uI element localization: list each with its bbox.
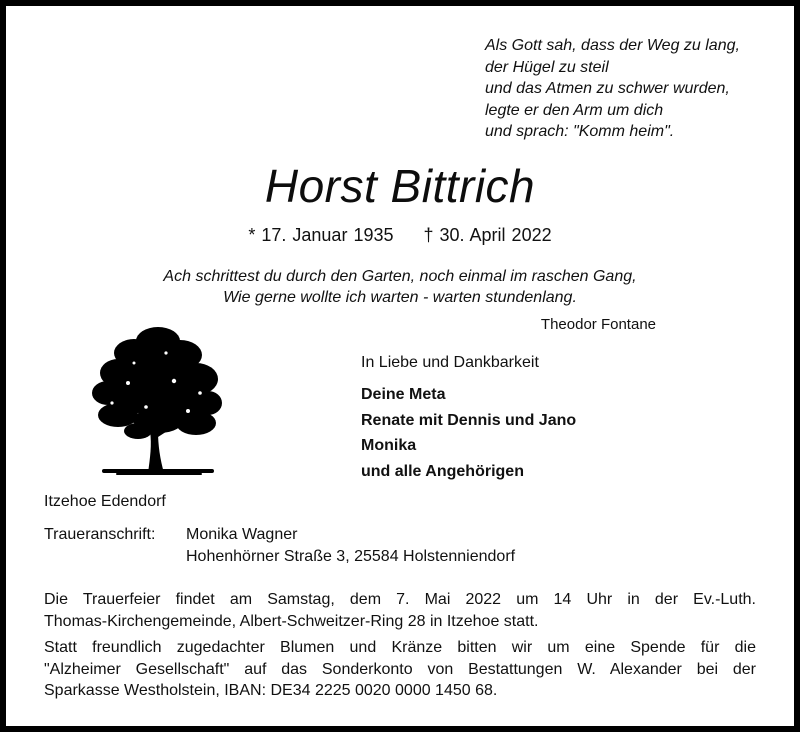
deceased-name: Horst Bittrich [264, 160, 536, 212]
verse-line: Als Gott sah, dass der Weg zu lang, [485, 37, 740, 54]
mourner-name: Renate mit Dennis und Jano [361, 411, 577, 429]
mourner-name: Monika [361, 437, 417, 454]
address-label: Traueranschrift: [44, 526, 156, 543]
ceremony-line: Die Trauerfeier findet am Samstag, dem 7. Mai 2022 um 14 Uhr in der Ev.-Luth. [44, 591, 756, 608]
mourners-list [361, 382, 576, 484]
mourner-name: Deine Meta [361, 386, 446, 403]
donation-line: Sparkasse Westholstein, IBAN: DE34 2225 0020 0000 1450 68. [44, 682, 498, 699]
quote-line: Wie gerne wollte ich warten - warten stundenlang. [223, 289, 577, 306]
donation-line: Statt freundlich zugedachter Blumen und Kränze bitten wir um eine Spende für die [44, 639, 756, 656]
ceremony-notice [44, 589, 756, 632]
opening-verse [485, 35, 740, 143]
mourner-name: und alle Angehörigen [361, 462, 524, 480]
address-line: Monika Wagner [186, 526, 298, 543]
donation-notice [44, 637, 756, 702]
memorial-quote [6, 266, 794, 308]
verse-line: und sprach: "Komm heim". [485, 123, 675, 140]
birth-date: * 17. Januar 1935 [248, 225, 394, 245]
mourning-address [186, 524, 515, 568]
donation-line: "Alzheimer Gesellschaft" auf das Sonderkonto von Bestattungen W. Alexander bei der [44, 660, 756, 678]
life-dates [6, 223, 794, 247]
mourners-intro: In Liebe und Dankbarkeit [361, 354, 539, 371]
verse-line: der Hügel zu steil [485, 58, 609, 76]
verse-line: legte er den Arm um dich [485, 101, 664, 119]
death-date: † 30. April 2022 [423, 225, 552, 245]
ceremony-line: Thomas-Kirchengemeinde, Albert-Schweitzer-Ring 28 in Itzehoe statt. [44, 612, 539, 630]
address-line: Hohenhörner Straße 3, 25584 Holstenniendorf [186, 548, 516, 565]
verse-line: und das Atmen zu schwer wurden, [485, 80, 730, 97]
quote-line: Ach schrittest du durch den Garten, noch einmal im raschen Gang, [163, 268, 637, 285]
quote-author: Theodor Fontane [540, 316, 656, 333]
tree-icon [88, 323, 224, 479]
place-of-residence: Itzehoe Edendorf [44, 493, 166, 510]
